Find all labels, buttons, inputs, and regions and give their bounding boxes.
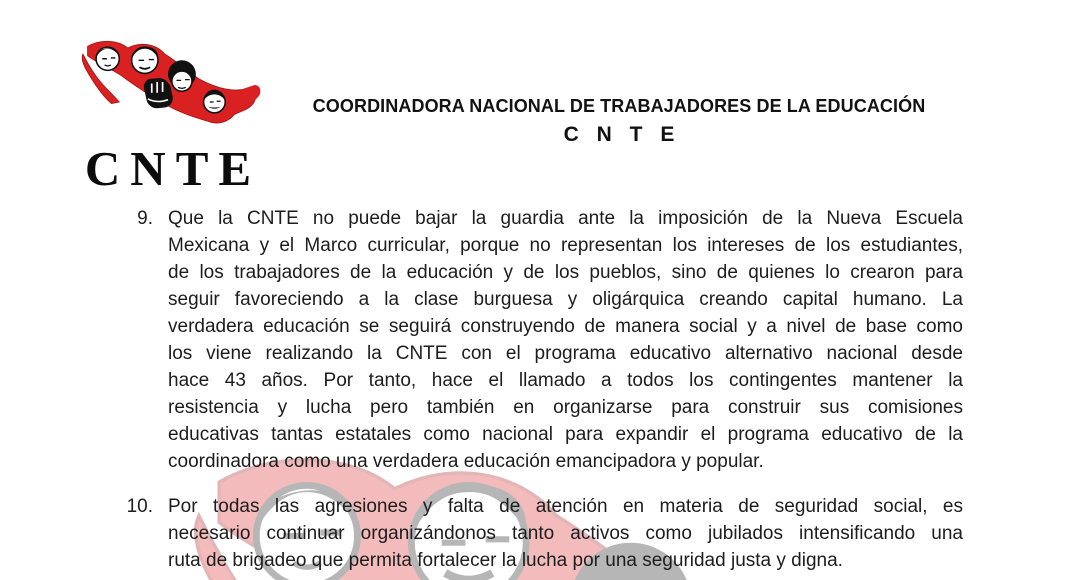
text-line: de los trabajadores de la educación y de los pueblos, sino de quienes lo crearon para — [168, 262, 963, 283]
org-name-title: COORDINADORA NACIONAL DE TRABAJADORES DE LA EDUCACIÓN — [312, 96, 926, 116]
text-line: Por todas las agresiones y falta de atención en materia de seguridad social, es — [168, 496, 963, 517]
text-line: coordinadora como una verdadera educación emancipadora y popular. — [168, 451, 764, 472]
cnte-logo-icon — [72, 34, 264, 150]
text-line: Mexicana y el Marco curricular, porque no representan los intereses de los estudiantes, — [168, 235, 963, 256]
cnte-logo-text: CNTE — [84, 141, 262, 196]
text-line: necesario continuar organizándonos tanto activos como jubilados intensificando una — [168, 523, 963, 544]
item-text — [168, 493, 963, 574]
item-number: 9. — [137, 208, 153, 229]
text-line: hace 43 años. Por tanto, hace el llamado a todos los contingentes mantener la — [168, 370, 963, 391]
text-line: Que la CNTE no puede bajar la guardia ante la imposición de la Nueva Escuela — [168, 208, 963, 229]
text-line: educativas tantas estatales como nacional para expandir el programa educativo de la — [168, 424, 963, 445]
text-line: seguir favoreciendo a la clase burguesa y oligárquica creando capital humano. La — [168, 289, 963, 310]
numbered-list — [115, 205, 963, 580]
cnte-logo — [66, 34, 270, 196]
text-line: los viene realizando la CNTE con el programa educativo alternativo nacional desde — [168, 343, 963, 364]
list-item — [115, 493, 963, 574]
letterhead — [268, 96, 970, 147]
item-text — [168, 205, 963, 475]
list-item — [115, 205, 963, 475]
text-line: ruta de brigadeo que permita fortalecer la lucha por una seguridad justa y digna. — [168, 550, 843, 571]
text-line: resistencia y lucha pero también en organizarse para construir sus comisiones — [168, 397, 963, 418]
item-number: 10. — [126, 496, 153, 517]
text-line: verdadera educación se seguirá construyendo de manera social y a nivel de base como — [168, 316, 963, 337]
org-acronym-title: C N T E — [563, 123, 681, 146]
